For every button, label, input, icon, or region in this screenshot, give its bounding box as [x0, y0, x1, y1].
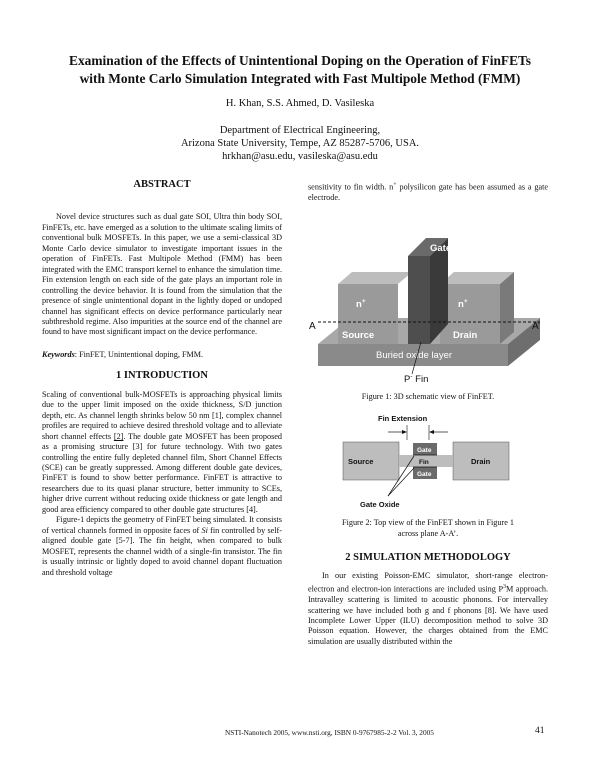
keywords — [42, 350, 282, 360]
intro-p1-text-b: . The double gate MOSFET has been proposed as a promising structure [3] for future technology. With two gates controlling the entire fully depleted channel film, Short Channel Effects (SCE) can be greatly suppressed. Among different double gate devices, FinFET is found to show better performance. FinFET is attractive to researchers due to its quasi planar structure, better immunity to SCEs, higher drive current without reducing oxide thickness or gate length and good area efficiency compared to other double gate structures [4]. — [42, 431, 282, 514]
label-p: P — [404, 373, 411, 385]
affiliation-line-1: Department of Electrical Engineering, — [219, 125, 381, 136]
label-drain: Drain — [453, 329, 478, 341]
label-plus-right: + — [463, 297, 468, 305]
paper-title — [40, 52, 560, 88]
figure-1-caption: Figure 1: 3D schematic view of FinFET. — [361, 391, 495, 401]
keywords-label: Keywords — [42, 349, 75, 359]
abstract-heading: ABSTRACT — [133, 179, 191, 190]
sim-paragraph — [308, 571, 548, 647]
fin-ext-arrowhead-right — [429, 430, 434, 434]
authors: H. Khan, S.S. Ahmed, D. Vasileska — [225, 98, 375, 109]
label-gate-top: Gate — [417, 447, 432, 455]
intro-p1-text-a: Scaling of conventional bulk-MOSFETs is approaching physical limits due to the upper limit imposed on the oxide thickness, S/D junction depth, etc. As channel length shrinks below 50 nm [1], complex channel profiles are required to achieve desired threshold voltage and to alleviate short channel effects — [42, 389, 282, 441]
figure-2-topview — [308, 412, 548, 512]
right-top-text — [308, 180, 548, 204]
label-plus-left: + — [361, 297, 366, 305]
sim-text-a: In our existing Poisson-EMC simulator, short-range electron-electron and electron-ion interactions are included using P — [308, 571, 548, 594]
left-column — [42, 180, 282, 578]
label-gate: Gate — [430, 242, 452, 254]
figure-2-caption — [308, 518, 548, 539]
right-top-text-b: polysilicon gate has been assumed as a gate electrode. — [308, 182, 548, 203]
label-p-fin — [404, 373, 428, 385]
label-a: A — [309, 320, 316, 332]
figure-2-caption-line-1: Figure 2: Top view of the FinFET shown in Figure 1 — [342, 518, 514, 528]
sim-heading: 2 SIMULATION METHODOLOGY — [345, 552, 511, 563]
label-n-left: n — [356, 298, 362, 310]
title-line-1: Examination of the Effects of Unintentional Doping on the Operation of FinFETs — [69, 53, 531, 68]
gate-front-face — [408, 256, 430, 344]
page-number: 41 — [535, 726, 545, 736]
citation-link[interactable]: [2] — [113, 431, 124, 441]
label-source: Source — [342, 329, 375, 341]
intro-paragraph-1 — [42, 390, 282, 515]
label-n-right: n — [458, 298, 464, 310]
label-gate-oxide: Gate Oxide — [360, 500, 400, 510]
label-drain: Drain — [471, 457, 491, 467]
intro-paragraph-2 — [42, 515, 282, 578]
intro-heading: 1 INTRODUCTION — [116, 370, 208, 382]
figure-1-schematic — [308, 216, 548, 386]
label-buried-oxide: Buried oxide layer — [376, 349, 453, 361]
keywords-text: : FinFET, Unintentional doping, FMM. — [74, 349, 204, 359]
label-fin-extension: Fin Extension — [378, 414, 428, 424]
label-source: Source — [348, 457, 374, 467]
label-a-prime: A’ — [532, 320, 541, 332]
source-top-face — [338, 272, 412, 284]
sim-sup: 3 — [503, 583, 506, 590]
title-line-2: with Monte Carlo Simulation Integrated with Fast Multipole Method (FMM) — [79, 71, 521, 86]
label-fin: Fin — [419, 459, 429, 467]
footer-text: NSTI-Nanotech 2005, www.nsti.org, ISBN 0-9767985-2-2 Vol. 3, 2005 — [225, 728, 434, 737]
label-gate-bottom: Gate — [417, 471, 432, 479]
intro-p2-text-b: fin controlled by self-aligned double gate [5-7]. The fin height, when compared to bulk MOSFET, represents the channel width of a single-fin transistor. The fin is usually intrinsic or lightly doped to avoid channel dopant fluctuation and threshold voltage — [42, 525, 282, 577]
figure-2-caption-line-2: across plane A-A’. — [397, 528, 459, 538]
right-top-sup: + — [393, 182, 397, 188]
label-p-minus: - — [410, 372, 413, 380]
intro-p2-text-a: Figure-1 depicts the geometry of FinFET being simulated. It consists of vertical channels formed in opposite faces of — [42, 515, 282, 535]
right-top-text-a: sensitivity to fin width. n — [308, 182, 394, 192]
drain-side-face — [500, 272, 514, 344]
abstract-text: Novel device structures such as dual gate SOI, Ultra thin body SOI, FinFETs, etc. have emerged as a solution to the ultimate scaling limits of conventional bulk MOSFETs. In this paper, we use a semi-classical 3D Monte Carlo device simulator to investigate important issues in the operation of FinFETs. Fast Multipole Method (FMM) has been integrated with the EMC transport kernel to enhance the simulation time. Fin extension length on each side of the gate plays an important role in controlling the device behavior. It is found from the simulation that the presence of single unintentional dopant in the lightly doped or undoped channel has significant effects on device performance particularly near subthreshold regime. Also impurities at the source end of the channel are found to have most significant impact on the device performance. — [42, 212, 282, 337]
fin-ext-arrowhead-left — [402, 430, 407, 434]
sim-text-b: M approach. Intravalley scattering is limited to acoustic phonons. For intervalley scattering we have included both g and f phonons [8]. We have used Incomplete Lower Upper (ILU) decomposition method to solve 3D Poisson equation. However, the charges obtained from the EMC simulation are usually distributed within the — [308, 584, 548, 646]
intro-p2-si: Si — [201, 525, 208, 535]
label-fin: Fin — [412, 373, 429, 385]
affiliation-emails: hrkhan@asu.edu, vasileska@asu.edu — [222, 151, 378, 162]
affiliation — [0, 124, 600, 163]
affiliation-line-2: Arizona State University, Tempe, AZ 85287-5706, USA. — [180, 138, 420, 149]
right-column — [308, 180, 548, 647]
